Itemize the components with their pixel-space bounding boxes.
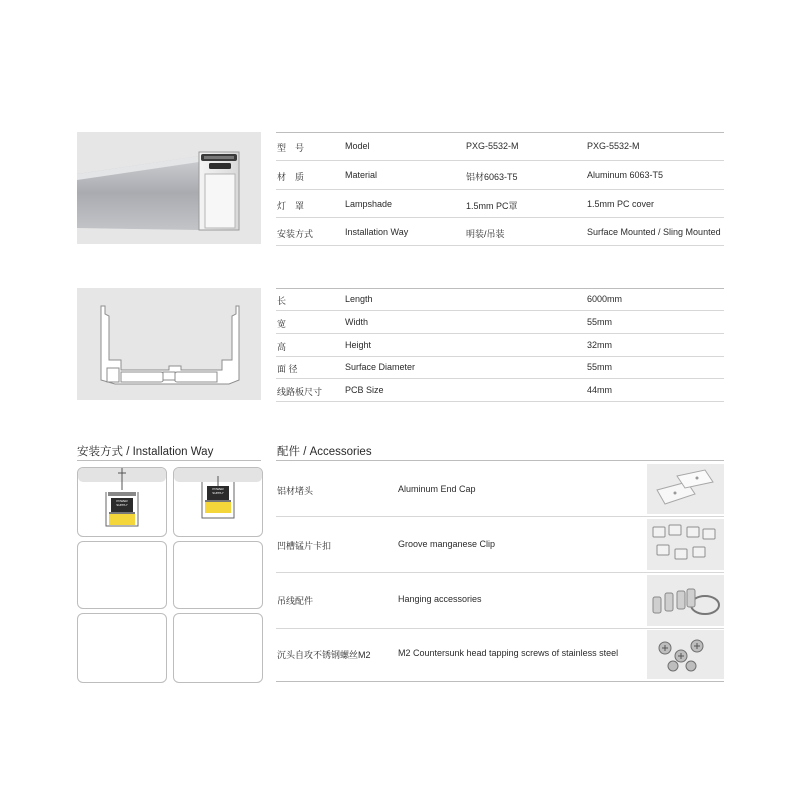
spec-value-en: 1.5mm PC cover xyxy=(587,199,655,209)
dim-label-en: Width xyxy=(345,317,369,327)
spec-label-cn: 材 质 xyxy=(277,172,305,182)
accessory-name-cn: 吊线配件 xyxy=(277,596,314,606)
installation-diagram-empty xyxy=(77,613,167,683)
accessories-section-title: 配件 / Accessories xyxy=(277,446,372,458)
row-divider xyxy=(276,572,724,573)
accessory-name-cn: 凹槽锰片卡扣 xyxy=(277,541,332,551)
profile-section-image xyxy=(77,288,261,400)
spec-label-en: Lampshade xyxy=(345,199,393,209)
row-divider xyxy=(276,628,724,629)
spec-label-en: Material xyxy=(345,170,378,180)
row-divider xyxy=(276,189,724,190)
dim-label-en: Height xyxy=(345,340,372,350)
aluminum-profile-image xyxy=(77,132,261,244)
installation-title-rule xyxy=(77,460,261,461)
accessories-title-rule xyxy=(276,460,724,461)
hanging-accessories-image xyxy=(647,575,724,626)
installation-diagram-empty xyxy=(173,541,263,609)
accessory-name-cn: 沉头自攻不锈钢螺丝M2 xyxy=(277,650,371,660)
spec-value-cn: 1.5mm PC罩 xyxy=(466,201,518,211)
dim-value: 44mm xyxy=(587,385,613,395)
spec-label-cn: 灯 罩 xyxy=(277,201,305,211)
installation-diagram-empty xyxy=(173,613,263,683)
row-divider xyxy=(276,217,724,218)
spec-label-en: Installation Way xyxy=(345,227,409,237)
spec-label-en: Model xyxy=(345,141,370,151)
dim-label-cn: 线路板尺寸 xyxy=(277,387,323,397)
row-divider xyxy=(276,378,724,379)
dim-value: 32mm xyxy=(587,340,613,350)
installation-section-title: 安装方式 / Installation Way xyxy=(77,446,214,458)
accessory-name-cn: 铝材堵头 xyxy=(277,486,314,496)
spec-value-en: PXG-5532-M xyxy=(587,141,640,151)
dim-label-en: Length xyxy=(345,294,373,304)
table1-top-rule xyxy=(276,132,724,133)
spec-label-cn: 安装方式 xyxy=(277,229,314,239)
spec-value-en: Surface Mounted / Sling Mounted xyxy=(587,227,721,237)
dim-label-cn: 长 xyxy=(277,296,287,306)
row-divider xyxy=(276,245,724,246)
row-divider xyxy=(276,401,724,402)
spec-label-cn: 型 号 xyxy=(277,143,305,153)
row-divider xyxy=(276,310,724,311)
table-bottom-rule xyxy=(276,681,724,682)
dim-label-cn: 面 径 xyxy=(277,364,298,374)
dim-label-en: Surface Diameter xyxy=(345,362,416,372)
product-photo xyxy=(77,132,261,244)
accessory-name-en: Aluminum End Cap xyxy=(398,484,476,494)
installation-diagram-sling xyxy=(77,467,167,537)
dim-label-cn: 高 xyxy=(277,342,287,352)
accessory-name-en: Groove manganese Clip xyxy=(398,539,496,549)
row-divider xyxy=(276,333,724,334)
row-divider xyxy=(276,356,724,357)
dim-value: 6000mm xyxy=(587,294,623,304)
accessory-name-en: M2 Countersunk head tapping screws of stainless steel xyxy=(398,648,619,658)
dim-label-en: PCB Size xyxy=(345,385,384,395)
groove-clip-image xyxy=(647,519,724,570)
spec-value-en: Aluminum 6063-T5 xyxy=(587,170,664,180)
spec-value-cn: PXG-5532-M xyxy=(466,141,519,151)
accessory-name-en: Hanging accessories xyxy=(398,594,482,604)
dim-value: 55mm xyxy=(587,317,613,327)
spec-value-cn: 铝材6063-T5 xyxy=(466,172,518,182)
dim-value: 55mm xyxy=(587,362,613,372)
table2-top-rule xyxy=(276,288,724,289)
installation-diagram-empty xyxy=(77,541,167,609)
driver-label: POWER SUPPLY xyxy=(116,499,128,507)
end-cap-image xyxy=(647,464,724,514)
row-divider xyxy=(276,160,724,161)
surface-mount-icon xyxy=(174,468,262,536)
screws-image xyxy=(647,630,724,679)
spec-value-cn: 明装/吊装 xyxy=(466,229,505,239)
row-divider xyxy=(276,516,724,517)
installation-diagram-surface xyxy=(173,467,263,537)
driver-label: POWER SUPPLY xyxy=(212,487,224,495)
dim-label-cn: 宽 xyxy=(277,319,287,329)
cross-section-drawing xyxy=(77,288,261,400)
